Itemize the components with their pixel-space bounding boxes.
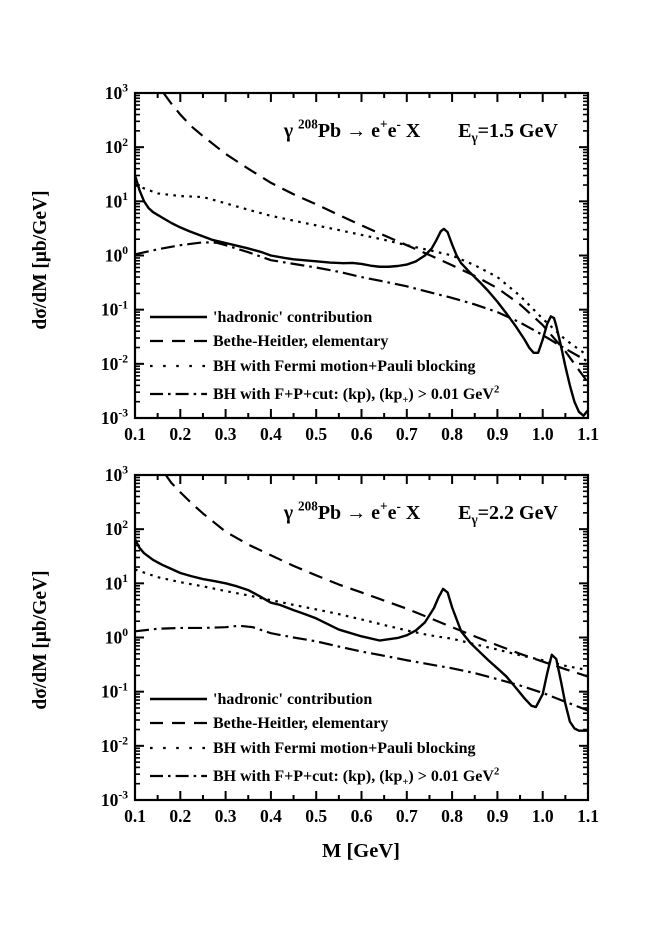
x-tick-label: 0.8 — [441, 424, 464, 444]
x-tick-label: 1.0 — [531, 806, 554, 826]
legend-item — [150, 740, 475, 757]
photon-energy-label: $E_\gamma=1.5$ GeV — [458, 120, 558, 146]
x-tick-label: 1.1 — [577, 806, 599, 826]
legend-label: 'hadronic' contribution — [213, 691, 373, 708]
x-tick-label: 0.2 — [169, 806, 192, 826]
y-tick-label: $10^1$ — [104, 190, 128, 212]
x-tick-label: 0.6 — [350, 806, 373, 826]
legend-item — [150, 358, 475, 375]
y-tick-label: $10^3$ — [104, 81, 128, 103]
legend-label: BH with Fermi motion+Pauli blocking — [213, 358, 476, 375]
legend-label: BH with Fermi motion+Pauli blocking — [213, 740, 476, 757]
reaction-title: γ $^{208}$Pb → e+e- X — [283, 498, 421, 524]
y-tick-label: $10^1$ — [104, 572, 128, 594]
legend-item — [150, 384, 499, 406]
y-axis-title-bottom: dσ/dM [μb/GeV] — [30, 570, 51, 710]
legend-label: Bethe-Heitler, elementary — [213, 715, 389, 732]
x-axis-title: M [GeV] — [322, 840, 400, 862]
legend-item — [150, 691, 372, 708]
x-tick-label: 1.1 — [577, 424, 599, 444]
legend-label: BH with F+P+cut: (kp), $(kp_+) > 0.01$ GeV$^2$ — [213, 766, 500, 789]
x-tick-label: 0.1 — [124, 806, 146, 826]
legend-item — [150, 333, 388, 350]
x-tick-label: 0.1 — [124, 424, 146, 444]
legend-label: Bethe-Heitler, elementary — [213, 333, 389, 350]
x-tick-label: 0.5 — [305, 806, 328, 826]
legend — [150, 691, 499, 788]
legend-item — [150, 715, 388, 732]
x-tick-labels — [124, 806, 599, 826]
y-tick-label: $10^{-3}$ — [100, 788, 128, 810]
y-tick-label: $10^{-3}$ — [100, 406, 128, 428]
chart-panel-top — [101, 82, 599, 444]
legend-item — [150, 309, 372, 326]
y-tick-label: $10^0$ — [104, 244, 128, 266]
x-tick-label: 0.2 — [169, 424, 192, 444]
y-tick-labels — [101, 82, 128, 428]
curve-dotted — [135, 570, 588, 671]
legend — [150, 309, 499, 406]
x-tick-label: 0.8 — [441, 806, 464, 826]
x-tick-label: 0.6 — [350, 424, 373, 444]
legend-label: BH with F+P+cut: (kp), $(kp_+) > 0.01$ GeV$^2$ — [213, 384, 500, 407]
x-tick-label: 0.7 — [395, 424, 418, 444]
y-tick-label: $10^{-2}$ — [100, 352, 128, 374]
y-tick-label: $10^2$ — [104, 517, 128, 540]
x-tick-label: 0.5 — [305, 424, 328, 444]
curve-dotted — [135, 185, 588, 356]
photon-energy-label: $E_\gamma=2.2$ GeV — [458, 502, 558, 528]
x-tick-label: 0.4 — [259, 806, 282, 826]
x-tick-label: 0.9 — [486, 806, 509, 826]
chart-panel-bottom — [101, 464, 599, 826]
curve-solid — [135, 175, 588, 415]
y-tick-label: $10^0$ — [104, 626, 128, 648]
legend-item — [150, 766, 499, 788]
x-tick-label: 0.7 — [395, 806, 418, 826]
y-tick-label: $10^2$ — [104, 135, 128, 158]
y-tick-label: $10^{-1}$ — [100, 298, 128, 320]
y-tick-label: $10^{-1}$ — [100, 680, 128, 702]
x-tick-label: 0.3 — [214, 806, 237, 826]
y-axis-title-top: dσ/dM [μb/GeV] — [30, 190, 51, 330]
reaction-title: γ $^{208}$Pb → e+e- X — [283, 116, 421, 142]
x-tick-labels — [124, 424, 599, 444]
x-tick-label: 0.3 — [214, 424, 237, 444]
y-tick-label: $10^3$ — [104, 463, 128, 485]
y-tick-label: $10^{-2}$ — [100, 734, 128, 756]
y-tick-labels — [101, 464, 128, 810]
x-tick-label: 0.9 — [486, 424, 509, 444]
x-tick-label: 1.0 — [531, 424, 554, 444]
legend-label: 'hadronic' contribution — [213, 309, 373, 326]
x-tick-label: 0.4 — [259, 424, 282, 444]
